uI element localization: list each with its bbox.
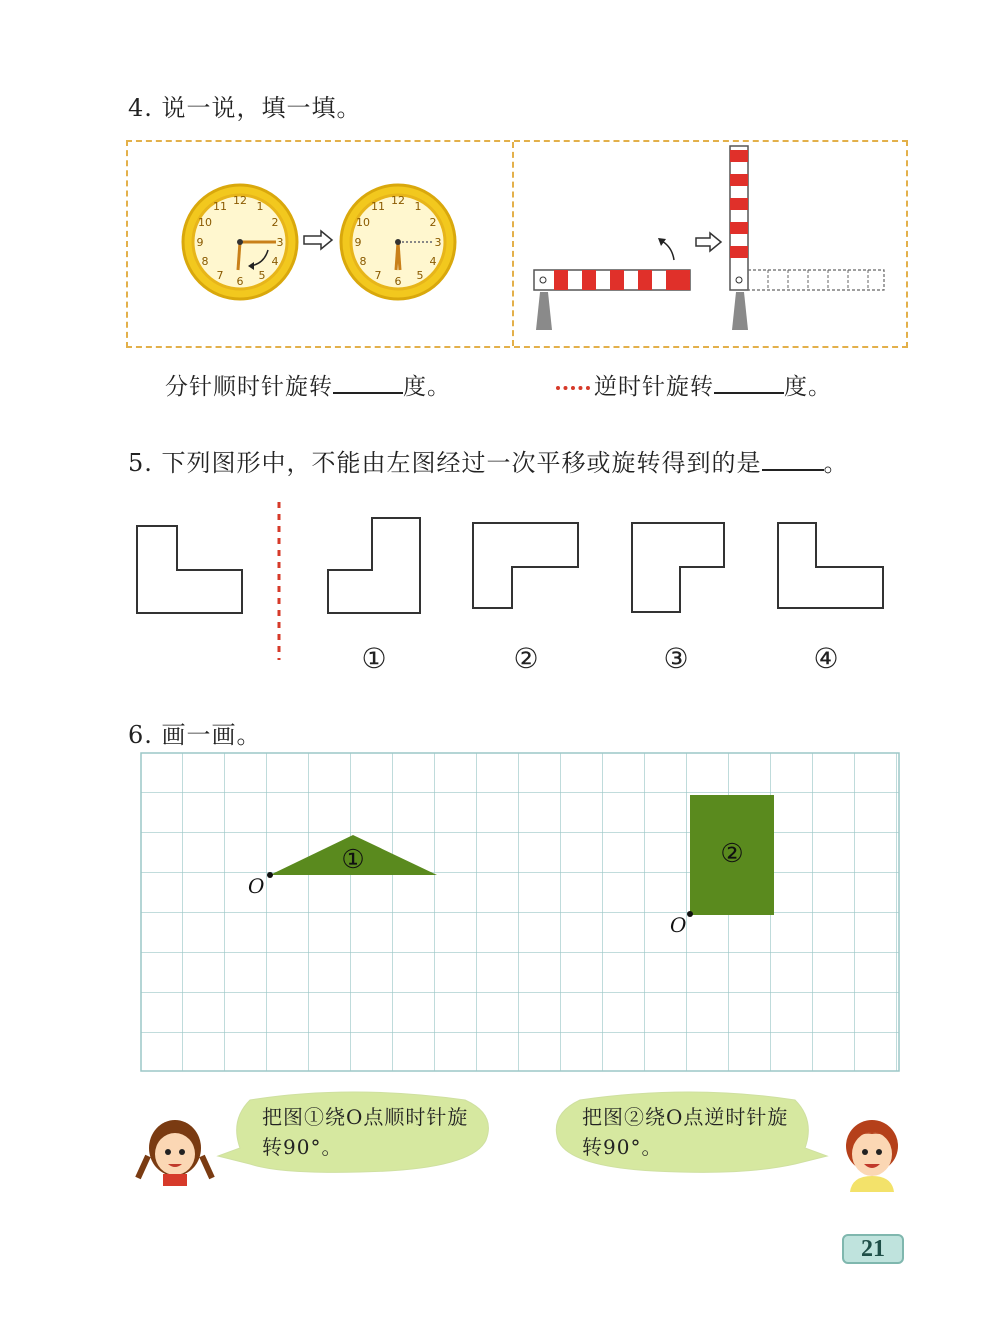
barrier-after [730, 146, 884, 330]
clock-num-7: 7 [374, 269, 382, 282]
clock-num-9: 9 [354, 236, 362, 249]
q4-title: 4. 说一说，填一填。 [128, 94, 362, 122]
clock-num-2: 2 [271, 216, 279, 229]
instruction-right: 把图②绕O点逆时针旋转90°。 [582, 1105, 789, 1159]
clock-num-11: 11 [213, 200, 227, 213]
drawing-grid[interactable] [140, 752, 902, 1074]
clock-num-10: 10 [356, 216, 370, 229]
point-o-label-2: O [670, 913, 687, 937]
fill1-before: 分针顺时针旋转 [165, 374, 333, 400]
q5-title [128, 443, 849, 478]
arrow-icon [696, 233, 721, 251]
fill2-after: 度。 [784, 374, 832, 400]
q5-title-text: 5. 下列图形中，不能由左图经过一次平移或旋转得到的是 [128, 449, 762, 477]
clock-num-4: 4 [429, 255, 437, 268]
clock-num-10: 10 [198, 216, 212, 229]
shape-option-2 [473, 523, 578, 608]
option-label-4[interactable]: ④ [813, 642, 839, 675]
option-label-3[interactable]: ③ [663, 642, 689, 675]
clock-num-1: 1 [256, 200, 264, 213]
option-label-1[interactable]: ① [361, 642, 387, 675]
barrier-before [534, 238, 690, 330]
point-o-label-1: O [248, 874, 265, 898]
clock-num-12: 12 [391, 194, 405, 207]
q4-divider [512, 142, 514, 346]
boy-avatar [832, 1112, 912, 1192]
fill1-after: 度。 [403, 374, 451, 400]
point-o-1 [267, 872, 273, 878]
clock-num-2: 2 [429, 216, 437, 229]
clock-after [341, 185, 455, 299]
shape-original [137, 526, 242, 613]
clock-num-5: 5 [416, 269, 424, 282]
option-label-2[interactable]: ② [513, 642, 539, 675]
clock-num-3: 3 [276, 236, 284, 249]
answer-blank-2[interactable] [714, 370, 784, 394]
barrier-illustration [528, 142, 898, 342]
clock-num-3: 3 [434, 236, 442, 249]
clock-num-1: 1 [414, 200, 422, 213]
page-number: 21 [842, 1234, 904, 1264]
clock-num-5: 5 [258, 269, 266, 282]
girl-avatar [130, 1108, 220, 1188]
clock-before [183, 185, 297, 299]
clock-num-4: 4 [271, 255, 279, 268]
instruction-left: 把图①绕O点顺时针旋转90°。 [262, 1105, 469, 1159]
answer-blank-1[interactable] [333, 370, 403, 394]
q6-title: 6. 画一画。 [128, 721, 262, 749]
shape-1-label: ① [341, 845, 365, 875]
shape-option-4 [778, 523, 883, 608]
arrow-icon [304, 231, 332, 249]
q4-fill-barrier [556, 368, 832, 401]
clock-num-6: 6 [394, 275, 402, 288]
shape-2-label: ② [720, 839, 744, 869]
clock-num-11: 11 [371, 200, 385, 213]
clocks-illustration [176, 182, 466, 302]
point-o-2 [687, 911, 693, 917]
q4-fill-minute-hand [165, 368, 451, 401]
fill2-before: 逆时针旋转 [594, 374, 714, 400]
clock-num-8: 8 [359, 255, 367, 268]
answer-blank-3[interactable] [762, 447, 824, 471]
clock-num-6: 6 [236, 275, 244, 288]
clock-num-7: 7 [216, 269, 224, 282]
clock-num-9: 9 [196, 236, 204, 249]
clock-num-8: 8 [201, 255, 209, 268]
shape-option-3 [632, 523, 724, 612]
shape-option-1 [328, 518, 420, 613]
dotted-line-icon [556, 386, 590, 390]
clock-num-12: 12 [233, 194, 247, 207]
q5-title-end: 。 [823, 449, 849, 477]
